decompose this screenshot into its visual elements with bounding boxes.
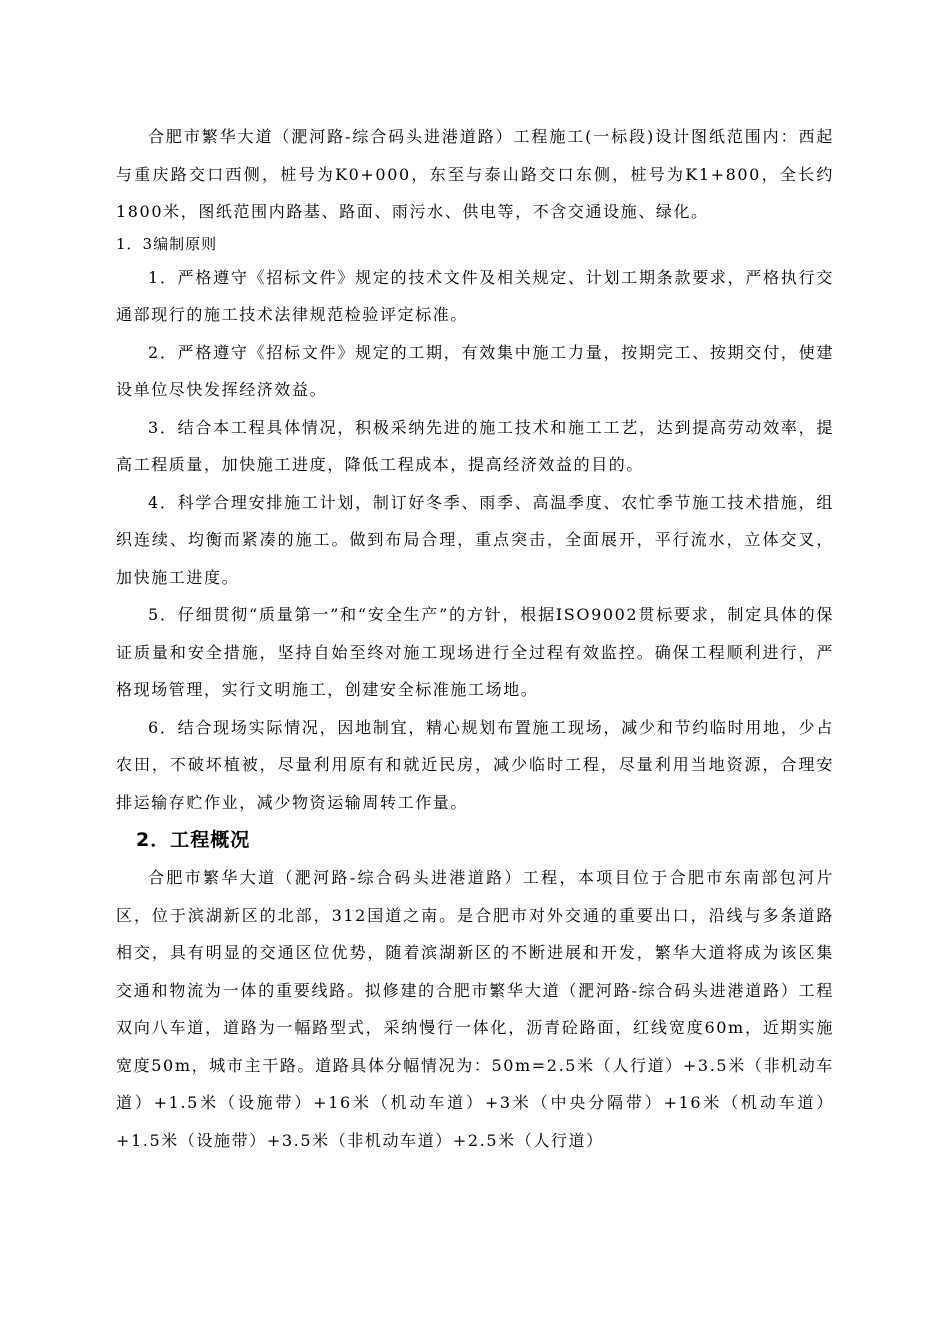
principle-item-4: 4．科学合理安排施工计划，制订好冬季、雨季、高温季度、农忙季节施工技术措施，组织连续、均衡而紧凑的施工。做到布局合理，重点突击，全面展开，平行流水，立体交叉，加快施工进度。 xyxy=(116,492,834,587)
principle-item-1: 1．严格遵守《招标文件》规定的技术文件及相关规定、计划工期条款要求，严格执行交通部现行的施工技术法律规范检验评定标准。 xyxy=(116,267,834,324)
principle-item-6: 6．结合现场实际情况，因地制宜，精心规划布置施工现场，减少和节约临时用地，少占农田，不破坏植被，尽量利用原有和就近民房，减少临时工程，尽量利用当地资源，合理安排运输存贮作业，减少物资运输周转工作量。 xyxy=(116,717,834,812)
document-body xyxy=(116,118,834,1159)
section-1-3-heading: 1．3编制原则 xyxy=(116,234,218,253)
principle-item-2: 2．严格遵守《招标文件》规定的工期，有效集中施工力量，按期完工、按期交付，使建设单位尽快发挥经济效益。 xyxy=(116,342,834,399)
principle-item-3: 3．结合本工程具体情况，积极采纳先进的施工技术和施工工艺，达到提高劳动效率，提高工程质量，加快施工进度，降低工程成本，提高经济效益的目的。 xyxy=(116,417,834,474)
section-2-heading: 2．工程概况 xyxy=(136,829,251,851)
project-overview-paragraph: 合肥市繁华大道（淝河路-综合码头进港道路）工程，本项目位于合肥市东南部包河片区，位于滨湖新区的北部，312国道之南。是合肥市对外交通的重要出口，沿线与多条道路相交，具有明显的交通区位优势，随着滨湖新区的不断进展和开发，繁华大道将成为该区集交通和物流为一体的重要线路。拟修建的合肥市繁华大道（淝河路-综合码头进港道路）工程双向八车道，道路为一幅路型式，采纳慢行一体化，沥青砼路面，红线宽度60m，近期实施宽度50m，城市主干路。道路具体分幅情况为：50m=2.5米（人行道）+3.5米（非机动车道）+1.5米（设施带）+16米（机动车道）+3米（中央分隔带）+16米（机动车道）+1.5米（设施带）+3.5米（非机动车道）+2.5米（人行道） xyxy=(116,868,834,1150)
intro-paragraph: 合肥市繁华大道（淝河路-综合码头进港道路）工程施工(一标段)设计图纸范围内：西起与重庆路交口西侧，桩号为K0+000，东至与泰山路交口东侧，桩号为K1+800，全长约1800米，图纸范围内路基、路面、雨污水、供电等，不含交通设施、绿化。 xyxy=(116,127,834,221)
principle-item-5: 5．仔细贯彻“质量第一”和“安全生产”的方针，根据ISO9002贯标要求，制定具体的保证质量和安全措施，坚持自始至终对施工现场进行全过程有效监控。确保工程顺利进行，严格现场管理，实行文明施工，创建安全标准施工场地。 xyxy=(116,605,834,699)
